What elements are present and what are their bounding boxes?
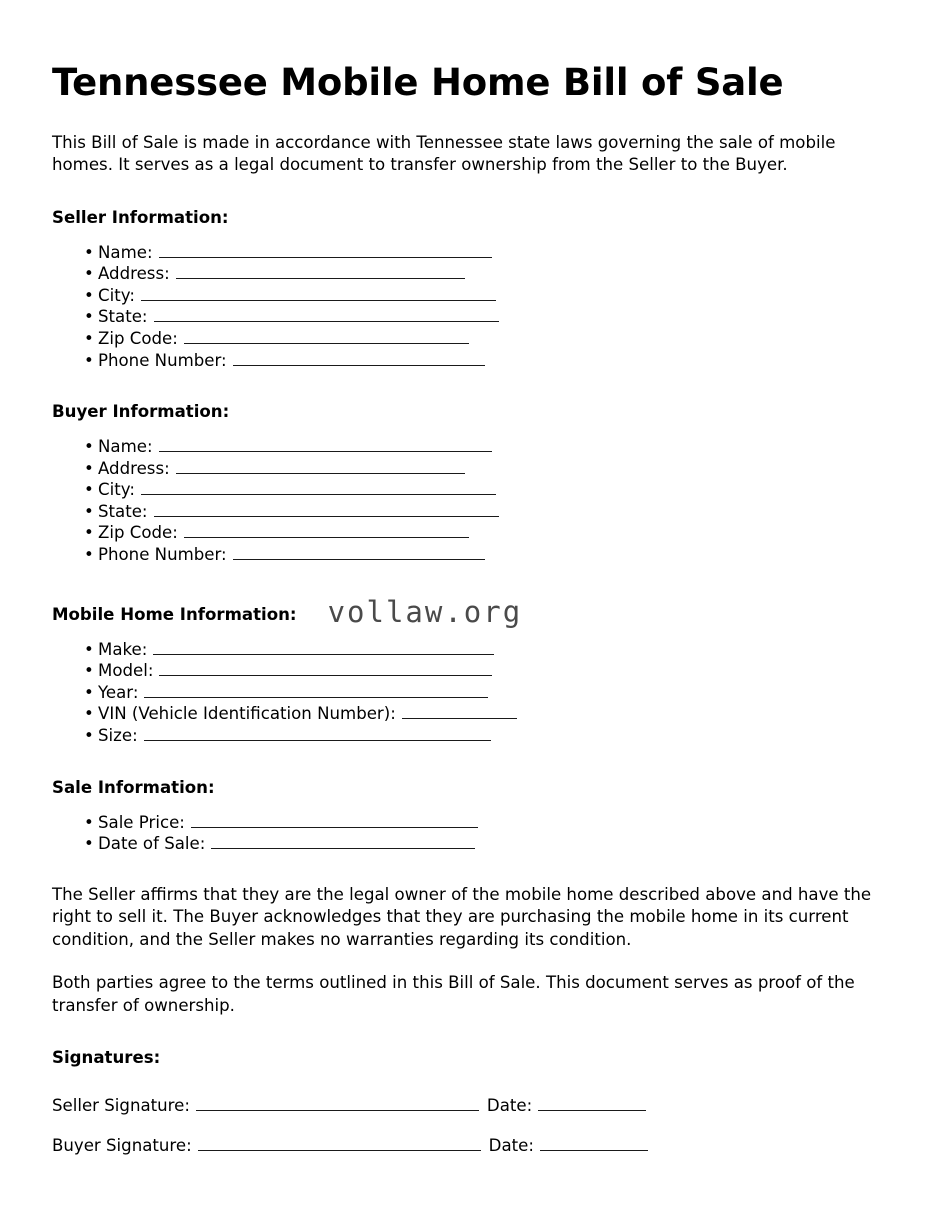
mobile-home-heading-row <box>52 566 888 629</box>
mobile-home-field-label: Year: <box>98 682 139 702</box>
signatures-heading: Signatures: <box>52 1048 161 1068</box>
sale-information-heading: Sale Information: <box>52 777 215 797</box>
seller-field-row <box>52 285 888 307</box>
seller-field-label: Address: <box>98 264 170 284</box>
seller-field-row <box>52 242 888 264</box>
mobile-home-field-row <box>52 682 888 704</box>
buyer-field-label: Zip Code: <box>98 523 178 543</box>
mobile-home-field-blank[interactable] <box>144 684 488 698</box>
seller-information-heading: Seller Information: <box>52 207 229 227</box>
signature-row <box>52 1117 888 1157</box>
signature-blank[interactable] <box>198 1138 481 1152</box>
buyer-field-row <box>52 479 888 501</box>
seller-field-blank[interactable] <box>184 330 469 344</box>
mobile-home-field-label: Size: <box>98 726 138 746</box>
sale-field-blank[interactable] <box>191 814 478 828</box>
mobile-home-field-blank[interactable] <box>144 727 491 741</box>
buyer-fields-list <box>52 423 888 566</box>
seller-field-blank[interactable] <box>141 287 496 301</box>
buyer-field-label: City: <box>98 480 135 500</box>
seller-field-blank[interactable] <box>176 266 465 280</box>
signature-date-label: Date: <box>488 1136 534 1156</box>
seller-field-row <box>52 350 888 372</box>
buyer-field-blank[interactable] <box>159 439 492 453</box>
seller-fields-list <box>52 229 888 372</box>
seller-field-label: Name: <box>98 242 153 262</box>
buyer-field-row <box>52 544 888 566</box>
agreement-paragraph: Both parties agree to the terms outlined in this Bill of Sale. This document serves as proof of the transfer of ownership. <box>52 973 855 1015</box>
buyer-field-blank[interactable] <box>233 546 485 560</box>
buyer-field-blank[interactable] <box>184 525 469 539</box>
mobile-home-fields-list <box>52 626 888 747</box>
mobile-home-field-row <box>52 660 888 682</box>
sale-field-label: Date of Sale: <box>98 834 206 854</box>
buyer-field-blank[interactable] <box>141 482 496 496</box>
sale-field-label: Sale Price: <box>98 812 185 832</box>
document-content <box>52 0 888 1157</box>
signature-label: Seller Signature: <box>52 1096 190 1116</box>
buyer-field-row <box>52 501 888 523</box>
mobile-home-field-label: VIN (Vehicle Identification Number): <box>98 704 396 724</box>
watermark-text: vollaw.org <box>327 594 523 629</box>
page-title: Tennessee Mobile Home Bill of Sale <box>52 61 784 104</box>
buyer-field-label: Address: <box>98 458 170 478</box>
mobile-home-information-heading: Mobile Home Information: <box>52 604 297 624</box>
buyer-field-blank[interactable] <box>154 503 499 517</box>
buyer-field-row <box>52 458 888 480</box>
seller-field-row <box>52 328 888 350</box>
affirmation-paragraph: The Seller affirms that they are the legal owner of the mobile home described above and have the right to sell it. The Buyer acknowledges that they are purchasing the mobile home in its current condition, and the Seller makes no warranties regarding its condition. <box>52 884 872 949</box>
seller-field-blank[interactable] <box>233 352 485 366</box>
buyer-field-row <box>52 522 888 544</box>
mobile-home-field-blank[interactable] <box>159 663 492 677</box>
buyer-field-label: Name: <box>98 437 153 457</box>
signature-row <box>52 1069 888 1117</box>
signature-blank[interactable] <box>196 1098 479 1112</box>
seller-field-label: City: <box>98 285 135 305</box>
mobile-home-field-row <box>52 639 888 661</box>
sale-fields-list <box>52 799 888 855</box>
mobile-home-field-blank[interactable] <box>402 706 517 720</box>
seller-field-row <box>52 263 888 285</box>
signature-date-label: Date: <box>486 1096 533 1116</box>
buyer-information-heading: Buyer Information: <box>52 402 230 422</box>
seller-field-label: State: <box>98 307 148 327</box>
seller-field-label: Zip Code: <box>98 328 178 348</box>
signatures-block <box>52 1069 888 1157</box>
buyer-field-label: State: <box>98 501 148 521</box>
sale-field-blank[interactable] <box>211 836 475 850</box>
seller-field-row <box>52 306 888 328</box>
seller-field-label: Phone Number: <box>98 350 227 370</box>
seller-field-blank[interactable] <box>154 309 499 323</box>
signature-date-blank[interactable] <box>540 1138 648 1152</box>
mobile-home-field-label: Make: <box>98 639 148 659</box>
sale-field-row <box>52 833 888 855</box>
signature-label: Buyer Signature: <box>52 1136 192 1156</box>
buyer-field-label: Phone Number: <box>98 545 227 565</box>
signature-date-blank[interactable] <box>538 1098 646 1112</box>
buyer-field-row <box>52 436 888 458</box>
intro-paragraph: This Bill of Sale is made in accordance with Tennessee state laws governing the sale of mobile homes. It serves as a legal document to transfer ownership from the Seller to the Buyer. <box>52 132 836 175</box>
seller-field-blank[interactable] <box>159 244 492 258</box>
mobile-home-field-row <box>52 703 888 725</box>
mobile-home-field-label: Model: <box>98 661 154 681</box>
mobile-home-field-blank[interactable] <box>153 641 494 655</box>
mobile-home-field-row <box>52 725 888 747</box>
buyer-field-blank[interactable] <box>176 460 465 474</box>
sale-field-row <box>52 812 888 834</box>
